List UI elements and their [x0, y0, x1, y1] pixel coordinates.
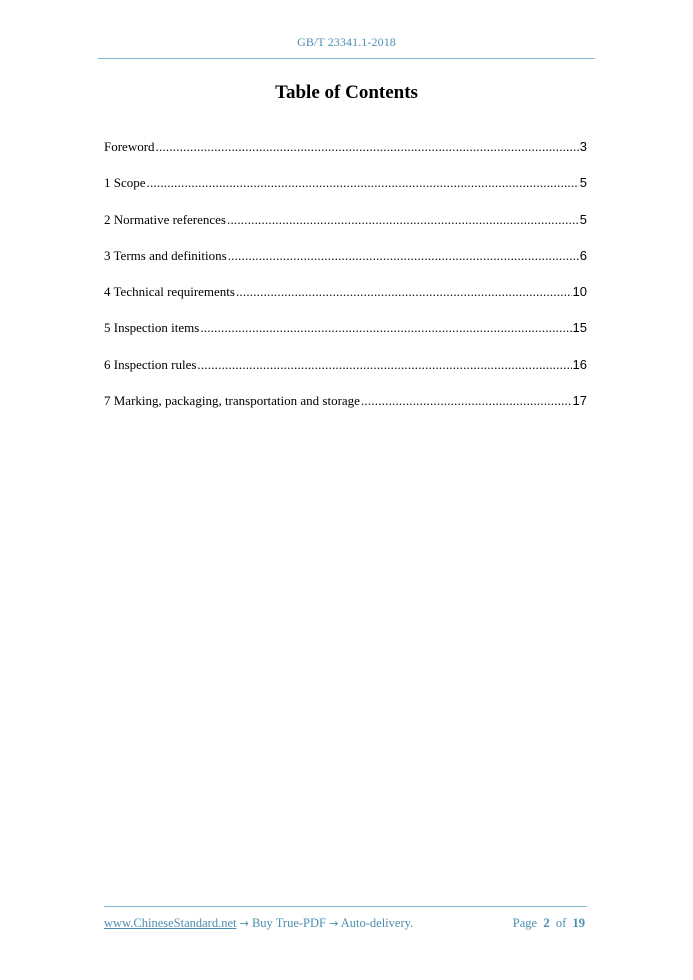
- toc-entry-inspection-items[interactable]: [104, 320, 587, 356]
- toc-entry-label: 4 Technical requirements: [104, 284, 235, 300]
- toc-entry-page: 5: [579, 175, 587, 191]
- toc-entry-normative-references[interactable]: [104, 212, 587, 248]
- dot-leader: [156, 139, 579, 155]
- total-pages-number: 19: [572, 916, 585, 930]
- page-indicator: [513, 916, 585, 931]
- standard-code: GB/T 23341.1-2018: [297, 35, 396, 49]
- toc-entry-label: Foreword: [104, 139, 155, 154]
- toc-entry-terms-and-definitions[interactable]: [104, 248, 587, 284]
- page-title: Table of Contents: [275, 82, 418, 103]
- header-divider: [98, 58, 595, 59]
- toc-entry-page: 3: [579, 139, 587, 154]
- page-word: Page: [512, 916, 538, 930]
- running-header: [0, 35, 693, 50]
- buy-true-pdf-text: Buy True-PDF: [251, 916, 326, 930]
- dot-leader: [147, 175, 579, 191]
- footer-divider: [104, 906, 587, 907]
- toc-entry-technical-requirements[interactable]: [104, 284, 587, 320]
- dot-leader: [200, 320, 571, 336]
- toc-entry-label: 6 Inspection rules: [104, 356, 197, 372]
- toc-entry-label: 7 Marking, packaging, transportation and storage: [104, 393, 360, 409]
- dot-leader: [361, 393, 572, 409]
- dot-leader: [236, 284, 572, 300]
- of-word: of: [555, 916, 567, 930]
- dot-leader: [228, 248, 579, 264]
- arrow-right-icon: →: [329, 917, 339, 930]
- auto-delivery-text: Auto-delivery.: [340, 916, 414, 930]
- dot-leader: [197, 357, 571, 373]
- toc-entry-label: 5 Inspection items: [104, 320, 200, 336]
- toc-entry-marking-packaging[interactable]: [104, 393, 587, 429]
- toc-entry-label: 3 Terms and definitions: [104, 247, 227, 263]
- toc-entry-label: 1 Scope: [104, 175, 146, 191]
- site-link[interactable]: www.ChineseStandard.net: [104, 916, 237, 930]
- toc-entry-foreword[interactable]: [104, 139, 587, 175]
- toc-entry-page: 17: [572, 393, 587, 409]
- toc-entry-page: 15: [572, 320, 587, 336]
- toc-entry-page: 16: [572, 356, 587, 372]
- toc-entry-page: 6: [579, 247, 587, 263]
- table-of-contents: [104, 139, 587, 429]
- current-page-number: 2: [543, 916, 550, 930]
- toc-entry-page: 10: [572, 284, 587, 300]
- toc-entry-scope[interactable]: [104, 175, 587, 211]
- footer-promo: [104, 916, 413, 931]
- toc-entry-label: 2 Normative references: [104, 211, 226, 227]
- arrow-right-icon: →: [239, 917, 249, 930]
- dot-leader: [227, 212, 579, 228]
- toc-entry-inspection-rules[interactable]: [104, 357, 587, 393]
- toc-entry-page: 5: [579, 211, 587, 227]
